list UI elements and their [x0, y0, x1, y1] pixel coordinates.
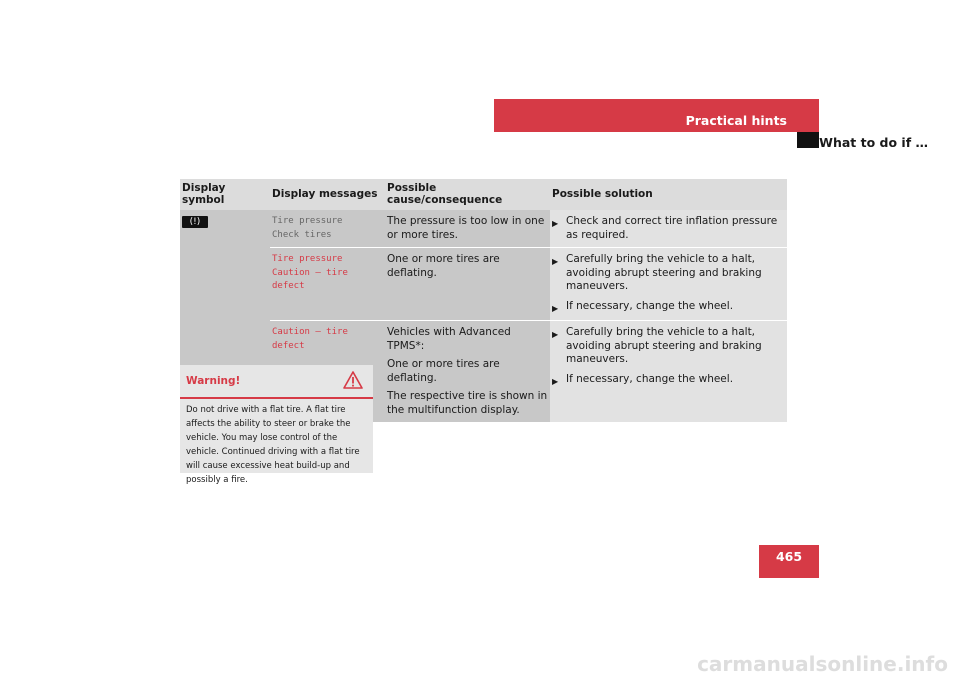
tire-pressure-warning-icon: (!)	[182, 216, 208, 228]
solution-text: Carefully bring the vehicle to a halt, avoiding abrupt steering and braking maneuvers.	[566, 326, 762, 365]
message-cell	[270, 248, 385, 321]
section-title: Practical hints	[685, 113, 787, 128]
warning-title: Warning!	[186, 375, 241, 387]
warning-box	[180, 365, 373, 485]
col-header-messages: Display messages	[270, 179, 385, 210]
solution-text: Carefully bring the vehicle to a halt, avoiding abrupt steering and braking maneuvers.	[566, 253, 762, 292]
cause-cell	[385, 248, 550, 321]
watermark: carmanualsonline.info	[697, 652, 948, 676]
display-message-line: Tire pressure	[272, 216, 343, 226]
display-message-line: Tire pressure	[272, 254, 343, 264]
table-row	[180, 248, 787, 321]
warning-header	[180, 365, 373, 399]
message-cell	[270, 210, 385, 248]
cause-cell	[385, 321, 550, 423]
display-message-line: Caution – tire defect	[272, 327, 348, 351]
col-header-symbol: Display symbol	[180, 179, 270, 210]
solution-step	[552, 300, 785, 316]
display-message-line: Caution – tire defect	[272, 267, 348, 291]
section-subtitle: What to do if …	[819, 135, 928, 150]
col-header-solution: Possible solution	[550, 179, 787, 210]
page-number-box	[759, 545, 819, 578]
page-number: 465	[775, 549, 803, 564]
table-row	[180, 210, 787, 248]
table-header-row	[180, 179, 787, 210]
solution-cell	[550, 321, 787, 423]
cause-text: One or more tires are deflating.	[387, 358, 500, 384]
cause-text: The respective tire is shown in the multifunction display.	[387, 390, 548, 416]
bullet-triangle-icon: ▶	[552, 303, 559, 313]
solution-step	[552, 215, 785, 242]
solution-text: If necessary, change the wheel.	[566, 299, 734, 312]
cause-text: Vehicles with Advanced TPMS*:	[387, 326, 511, 352]
solution-text: Check and correct tire inflation pressure as required.	[566, 215, 778, 241]
solution-text: If necessary, change the wheel.	[566, 372, 734, 385]
bullet-triangle-icon: ▶	[552, 257, 559, 266]
header-band	[494, 99, 819, 132]
solution-step	[552, 373, 785, 389]
bullet-triangle-icon: ▶	[552, 219, 559, 228]
warning-triangle-icon	[343, 371, 363, 389]
cause-cell	[385, 210, 550, 248]
bullet-triangle-icon: ▶	[552, 376, 559, 386]
cause-text: One or more tires are deflating.	[387, 253, 500, 279]
col-header-cause: Possible cause/consequence	[385, 179, 550, 210]
solution-cell	[550, 210, 787, 248]
cause-text: The pressure is too low in one or more tires.	[387, 215, 545, 241]
warning-text: Do not drive with a flat tire. A flat tire affects the ability to steer or brake the vehicle. You may lose control of the vehicle. Continued driving with a flat tire will cause excessive heat build-up and possibly a fire.	[186, 405, 360, 485]
display-message-line: Check tires	[272, 229, 332, 240]
solution-step	[552, 326, 785, 367]
header-tab-marker	[797, 132, 819, 148]
solution-step	[552, 253, 785, 294]
solution-cell	[550, 248, 787, 321]
bullet-triangle-icon: ▶	[552, 330, 559, 339]
